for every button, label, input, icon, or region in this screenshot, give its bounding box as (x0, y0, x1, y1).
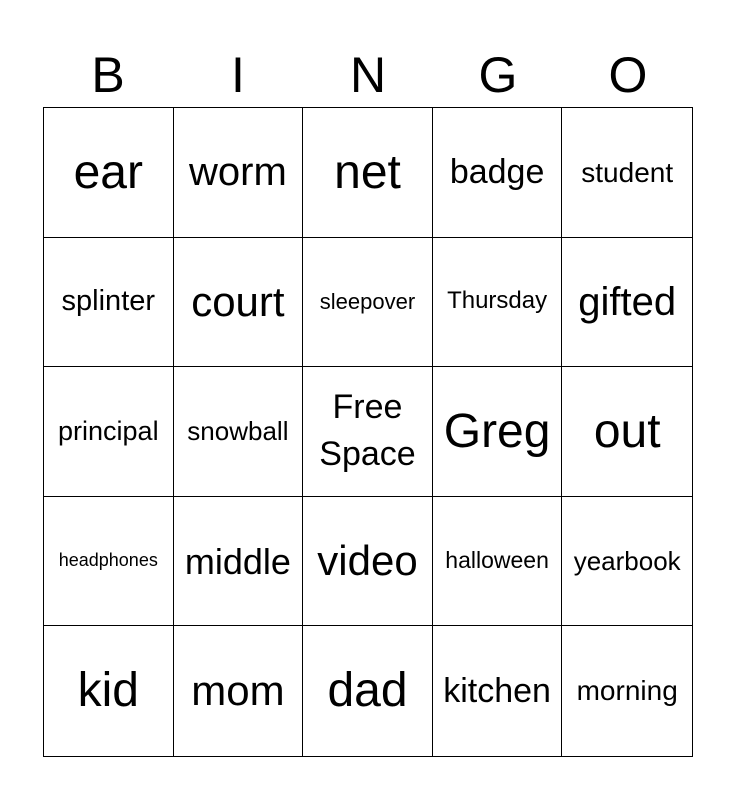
bingo-board (43, 107, 693, 757)
cell-text: dad (327, 664, 408, 718)
bingo-cell[interactable] (562, 108, 692, 238)
cell-text: worm (189, 150, 287, 195)
bingo-cell[interactable] (174, 497, 304, 627)
cell-text: video (317, 536, 418, 584)
free-space-cell[interactable] (303, 367, 433, 497)
cell-text: student (581, 156, 674, 188)
cell-text: splinter (61, 285, 156, 318)
bingo-cell[interactable] (44, 367, 174, 497)
free-space-label (319, 384, 415, 479)
bingo-cell[interactable] (44, 497, 174, 627)
bingo-cell[interactable] (562, 497, 692, 627)
free-space-line-1: Free (332, 387, 403, 426)
bingo-cell[interactable] (303, 626, 433, 756)
cell-text: ear (73, 145, 143, 199)
bingo-cell[interactable] (433, 238, 563, 368)
header-letter-n: N (349, 47, 387, 103)
bingo-cell[interactable] (303, 238, 433, 368)
bingo-cell[interactable] (174, 238, 304, 368)
header-letter-i: I (231, 47, 245, 103)
bingo-cell[interactable] (44, 238, 174, 368)
cell-text: mom (191, 667, 285, 714)
bingo-cell[interactable] (174, 367, 304, 497)
cell-text: net (334, 145, 401, 199)
bingo-cell[interactable] (44, 626, 174, 756)
bingo-cell[interactable] (44, 108, 174, 238)
bingo-cell[interactable] (562, 238, 692, 368)
bingo-cell[interactable] (433, 367, 563, 497)
cell-text: headphones (58, 550, 158, 571)
cell-text: sleepover (319, 288, 416, 314)
bingo-cell[interactable] (562, 367, 692, 497)
header-letter-o: O (608, 47, 648, 103)
bingo-cell[interactable] (303, 108, 433, 238)
cell-text: Greg (443, 404, 551, 458)
bingo-cell[interactable] (433, 108, 563, 238)
bingo-cell[interactable] (562, 626, 692, 756)
cell-text: gifted (578, 279, 677, 324)
cell-text: Thursday (447, 287, 548, 315)
cell-text: snowball (187, 415, 289, 446)
cell-text: kitchen (443, 671, 551, 710)
bingo-cell[interactable] (433, 497, 563, 627)
bingo-cell[interactable] (174, 108, 304, 238)
cell-text: principal (58, 416, 159, 447)
bingo-header (43, 44, 693, 106)
cell-text: badge (449, 152, 545, 191)
bingo-cell[interactable] (303, 497, 433, 627)
header-letter-b: B (91, 47, 125, 103)
cell-text: middle (184, 540, 291, 582)
cell-text: out (593, 404, 661, 458)
cell-text: kid (77, 664, 139, 718)
cell-text: court (191, 277, 285, 325)
bingo-cell[interactable] (174, 626, 304, 756)
cell-text: halloween (445, 547, 549, 574)
bingo-cell[interactable] (433, 626, 563, 756)
free-space-line-2: Space (319, 435, 416, 474)
cell-text: morning (576, 675, 678, 707)
header-letter-g: G (478, 47, 518, 103)
cell-text: yearbook (573, 545, 681, 576)
